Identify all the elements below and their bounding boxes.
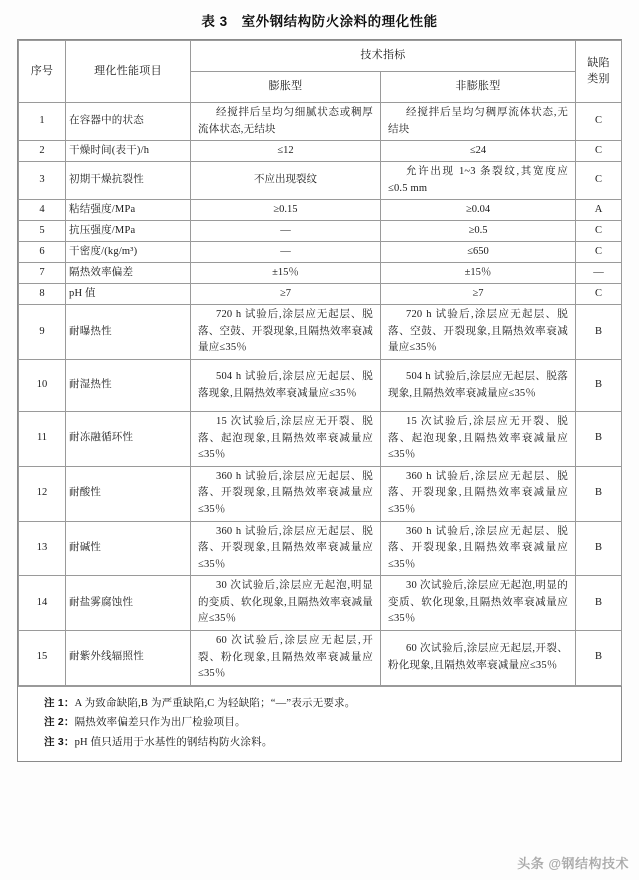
cell-sequence-number: 4 <box>19 200 66 221</box>
cell-property-item: 耐冻融循环性 <box>66 412 191 467</box>
cell-property-item: 耐湿热性 <box>66 360 191 412</box>
cell-non-expansion-value: ≥0.5 <box>381 221 576 242</box>
cell-defect-category: B <box>576 576 622 631</box>
cell-sequence-number: 9 <box>19 305 66 360</box>
cell-non-expansion-value: 经搅拌后呈均匀稠厚流体状态,无结块 <box>381 103 576 141</box>
cell-sequence-number: 10 <box>19 360 66 412</box>
cell-non-expansion-value: 30 次试验后,涂层应无起泡,明显的变质、软化现象,且隔热效率衰减量应≤35％ <box>381 576 576 631</box>
table-row <box>19 103 622 141</box>
cell-sequence-number: 15 <box>19 630 66 685</box>
note-text: 隔热效率偏差只作为出厂检验项目。 <box>74 717 246 729</box>
table-row <box>19 162 622 200</box>
cell-non-expansion-value: 允许出现 1~3 条裂纹,其宽度应≤0.5 mm <box>381 162 576 200</box>
header-property-item: 理化性能项目 <box>66 41 191 103</box>
cell-defect-category: C <box>576 162 622 200</box>
physical-chemical-properties-table <box>18 40 622 686</box>
cell-property-item: 干密度/(kg/m³) <box>66 242 191 263</box>
header-non-expansion-type: 非膨胀型 <box>381 72 576 103</box>
cell-defect-category: C <box>576 103 622 141</box>
cell-non-expansion-value: ≥0.04 <box>381 200 576 221</box>
cell-property-item: pH 值 <box>66 284 191 305</box>
cell-non-expansion-value: ≤650 <box>381 242 576 263</box>
cell-sequence-number: 8 <box>19 284 66 305</box>
cell-property-item: 耐紫外线辐照性 <box>66 630 191 685</box>
note-label: 注 3： <box>44 735 75 748</box>
cell-property-item: 初期干燥抗裂性 <box>66 162 191 200</box>
cell-expansion-value: 720 h 试验后,涂层应无起层、脱落、空鼓、开裂现象,且隔热效率衰减量应≤35％ <box>191 305 381 360</box>
cell-non-expansion-value: 60 次试验后,涂层应无起层,开裂、粉化现象,且隔热效率衰减量应≤35％ <box>381 630 576 685</box>
note-line <box>44 733 611 752</box>
cell-defect-category: B <box>576 630 622 685</box>
watermark: 头条 @钢结构技术 <box>517 856 629 871</box>
header-defect-line2: 类别 <box>587 72 610 85</box>
cell-expansion-value: 360 h 试验后,涂层应无起层、脱落、开裂现象,且隔热效率衰减量应≤35％ <box>191 521 381 576</box>
cell-sequence-number: 11 <box>19 412 66 467</box>
cell-property-item: 粘结强度/MPa <box>66 200 191 221</box>
note-label: 注 2： <box>44 716 75 729</box>
cell-property-item: 在容器中的状态 <box>66 103 191 141</box>
cell-property-item: 耐碱性 <box>66 521 191 576</box>
table-container <box>17 39 622 762</box>
cell-expansion-value: ≤12 <box>191 141 381 162</box>
note-text: pH 值只适用于水基性的钢结构防火涂料。 <box>74 736 273 748</box>
table-row <box>19 284 622 305</box>
cell-property-item: 隔热效率偏差 <box>66 263 191 284</box>
cell-non-expansion-value: ±15％ <box>381 263 576 284</box>
header-expansion-type: 膨胀型 <box>191 72 381 103</box>
cell-defect-category: B <box>576 521 622 576</box>
cell-non-expansion-value: 15 次试验后,涂层应无开裂、脱落、起泡现象,且隔热效率衰减量应≤35％ <box>381 412 576 467</box>
cell-non-expansion-value: 504 h 试验后,涂层应无起层、脱落现象,且隔热效率衰减量应≤35％ <box>381 360 576 412</box>
cell-property-item: 耐酸性 <box>66 466 191 521</box>
cell-sequence-number: 5 <box>19 221 66 242</box>
cell-expansion-value: 360 h 试验后,涂层应无起层、脱落、开裂现象,且隔热效率衰减量应≤35％ <box>191 466 381 521</box>
cell-sequence-number: 13 <box>19 521 66 576</box>
cell-sequence-number: 14 <box>19 576 66 631</box>
table-row <box>19 630 622 685</box>
cell-expansion-value: 经搅拌后呈均匀细腻状态或稠厚流体状态,无结块 <box>191 103 381 141</box>
table-row <box>19 305 622 360</box>
header-sequence-number: 序号 <box>19 41 66 103</box>
table-row <box>19 521 622 576</box>
header-technical-spec-group: 技术指标 <box>191 41 576 72</box>
cell-sequence-number: 12 <box>19 466 66 521</box>
cell-defect-category: C <box>576 221 622 242</box>
cell-defect-category: B <box>576 360 622 412</box>
table-title: 表 3 室外钢结构防火涂料的理化性能 <box>201 14 438 29</box>
cell-defect-category: A <box>576 200 622 221</box>
table-row <box>19 263 622 284</box>
note-line <box>44 713 611 732</box>
table-row <box>19 466 622 521</box>
cell-non-expansion-value: ≥7 <box>381 284 576 305</box>
cell-expansion-value: 60 次试验后,涂层应无起层,开裂、粉化现象,且隔热效率衰减量应≤35％ <box>191 630 381 685</box>
cell-non-expansion-value: 360 h 试验后,涂层应无起层、脱落、开裂现象,且隔热效率衰减量应≤35％ <box>381 521 576 576</box>
cell-non-expansion-value: 720 h 试验后,涂层应无起层、脱落、空鼓、开裂现象,且隔热效率衰减量应≤35％ <box>381 305 576 360</box>
cell-expansion-value: — <box>191 242 381 263</box>
table-row <box>19 576 622 631</box>
cell-defect-category: — <box>576 263 622 284</box>
cell-property-item: 耐盐雾腐蚀性 <box>66 576 191 631</box>
cell-expansion-value: ≥7 <box>191 284 381 305</box>
cell-property-item: 耐曝热性 <box>66 305 191 360</box>
cell-non-expansion-value: 360 h 试验后,涂层应无起层、脱落、开裂现象,且隔热效率衰减量应≤35％ <box>381 466 576 521</box>
cell-property-item: 抗压强度/MPa <box>66 221 191 242</box>
table-row <box>19 242 622 263</box>
table-row <box>19 412 622 467</box>
cell-property-item: 干燥时间(表干)/h <box>66 141 191 162</box>
cell-sequence-number: 2 <box>19 141 66 162</box>
cell-sequence-number: 3 <box>19 162 66 200</box>
cell-defect-category: C <box>576 141 622 162</box>
cell-defect-category: B <box>576 466 622 521</box>
cell-defect-category: B <box>576 305 622 360</box>
header-defect-category <box>576 41 622 103</box>
cell-defect-category: B <box>576 412 622 467</box>
note-label: 注 1： <box>44 696 75 709</box>
table-row <box>19 221 622 242</box>
table-body <box>19 103 622 686</box>
cell-expansion-value: 504 h 试验后,涂层应无起层、脱落现象,且隔热效率衰减量应≤35％ <box>191 360 381 412</box>
cell-expansion-value: 15 次试验后,涂层应无开裂、脱落、起泡现象,且隔热效率衰减量应≤35％ <box>191 412 381 467</box>
table-notes <box>18 686 621 761</box>
header-defect-line1: 缺陷 <box>587 56 610 69</box>
table-header <box>19 41 622 103</box>
table-row <box>19 200 622 221</box>
note-text: A 为致命缺陷,B 为严重缺陷,C 为轻缺陷；“—”表示无要求。 <box>74 697 356 709</box>
cell-sequence-number: 1 <box>19 103 66 141</box>
cell-expansion-value: 不应出现裂纹 <box>191 162 381 200</box>
header-row-1 <box>19 41 622 72</box>
cell-expansion-value: 30 次试验后,涂层应无起泡,明显的变质、软化现象,且隔热效率衰减量应≤35％ <box>191 576 381 631</box>
table-row <box>19 360 622 412</box>
cell-sequence-number: 6 <box>19 242 66 263</box>
cell-defect-category: C <box>576 242 622 263</box>
cell-non-expansion-value: ≤24 <box>381 141 576 162</box>
cell-expansion-value: ≥0.15 <box>191 200 381 221</box>
table-row <box>19 141 622 162</box>
cell-defect-category: C <box>576 284 622 305</box>
cell-expansion-value: — <box>191 221 381 242</box>
cell-sequence-number: 7 <box>19 263 66 284</box>
cell-expansion-value: ±15％ <box>191 263 381 284</box>
note-line <box>44 694 611 713</box>
